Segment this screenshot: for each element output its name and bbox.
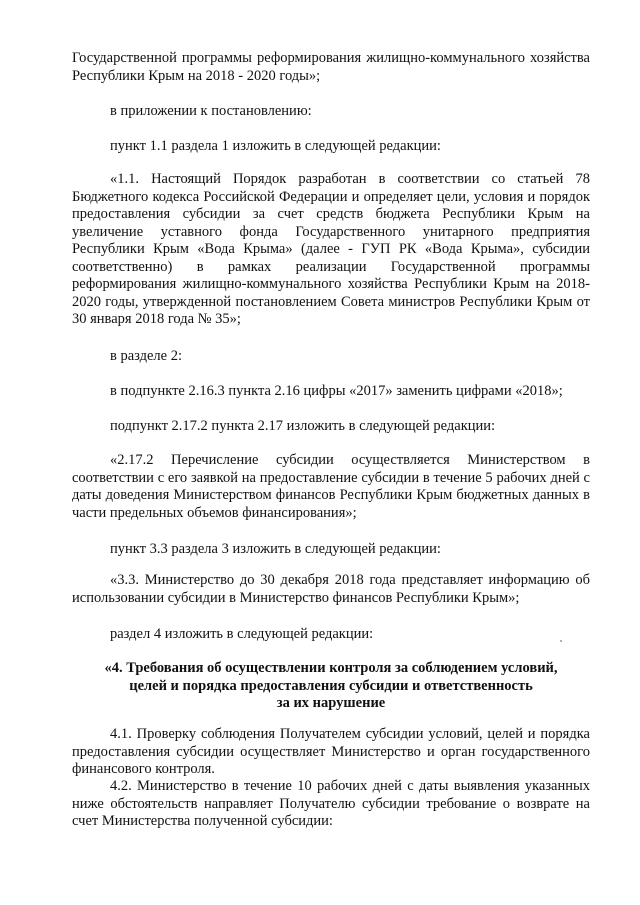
paragraph-2-17-2-text: «2.17.2 Перечисление субсидии осуществляется Министерством в соответствии с его заявкой на предоставление субсидии в течение 5 рабочих дней с даты доведения Министерством финансов Республики Крым бюджетных данных в части предельных объемов финансирования»; (72, 452, 590, 521)
section-4-heading (72, 660, 590, 713)
paragraph-appendix: в приложении к постановлению: (110, 103, 312, 119)
heading-line-1: «4. Требования об осуществлении контроля за соблюдением условий, (104, 660, 558, 676)
paragraph-punkt-1-1: пункт 1.1 раздела 1 изложить в следующей редакции: (110, 138, 441, 154)
paragraph-1-1-text: «1.1. Настоящий Порядок разработан в соответствии со статьей 78 Бюджетного кодекса Российской Федерации и определяет цели, условия и порядок предоставления субсидии за счет средств бюджета Республики Крым на увеличение уставного фонда Государственного унитарного предприятия Республики Крым «Вода Крыма» (далее - ГУП РК «Вода Крыма», субсидии соответственно) в рамках реализации Государственной программы реформирования жилищно-коммунального хозяйства Республики Крым на 2018-2020 годы, утвержденной постановлением Совета министров Республики Крым от 30 января 2018 года № 35»; (72, 171, 590, 327)
paragraph-section-2: в разделе 2: (110, 348, 183, 364)
paragraph-2-16-3: в подпункте 2.16.3 пункта 2.16 цифры «2017» заменить цифрами «2018»; (110, 383, 563, 399)
paragraph-section-4: раздел 4 изложить в следующей редакции: (110, 626, 374, 642)
paragraph-2-17-2: подпункт 2.17.2 пункта 2.17 изложить в следующей редакции: (110, 418, 496, 434)
paragraph-4-2: 4.2. Министерство в течение 10 рабочих дней с даты выявления указанных ниже обстоятельств направляет Получателю субсидии требование о возврате на счет Министерства полученной субсидии: (72, 778, 590, 829)
scan-speck (560, 640, 562, 642)
paragraph-punkt-3-3: пункт 3.3 раздела 3 изложить в следующей редакции: (110, 541, 441, 557)
paragraph-3-3-text: «3.3. Министерство до 30 декабря 2018 года представляет информацию об использовании субсидии в Министерство финансов Республики Крым»; (72, 572, 590, 606)
heading-line-3: за их нарушение (276, 695, 386, 711)
paragraph-4-1: 4.1. Проверку соблюдения Получателем субсидии условий, целей и порядка предоставления субсидии осуществляет Министерство и орган государственного финансового контроля. (72, 726, 590, 777)
intro-paragraph: Государственной программы реформирования жилищно-коммунального хозяйства Республики Крым на 2018 - 2020 годы»; (72, 50, 590, 84)
heading-line-2: целей и порядка предоставления субсидии и ответственность (129, 677, 533, 694)
